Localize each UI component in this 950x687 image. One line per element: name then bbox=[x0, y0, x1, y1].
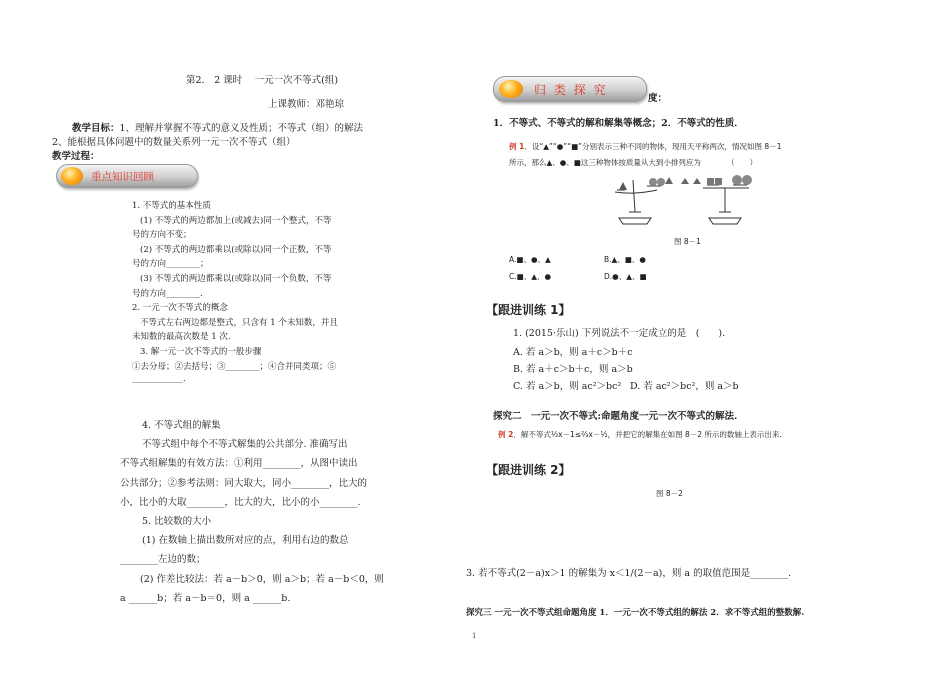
text-line: (1) 不等式的两边都加上(或减去)同一个整式，不等 bbox=[140, 215, 332, 226]
triangle-icon bbox=[619, 182, 627, 190]
text-line: 小，比小的大取________，比大的大，比小的小________. bbox=[120, 496, 361, 508]
text-line: 不等式组中每个不等式解集的公共部分. 准确写出 bbox=[142, 439, 348, 451]
training-1-option-d: D. 若 ac²＞bc²，则 a＞b bbox=[630, 381, 739, 392]
category-banner bbox=[493, 76, 647, 102]
text-line: (3) 不等式的两边都乘以(或除以)同一个负数，不等 bbox=[140, 274, 332, 284]
square-icon bbox=[707, 178, 714, 185]
goal-line-2: 2、能根据具体问题中的数量关系列一元一次不等式（组） bbox=[52, 137, 296, 148]
teaching-goals bbox=[72, 120, 363, 134]
goal-line-1: 1、理解并掌握不等式的意义及性质；不等式（组）的解法 bbox=[119, 123, 364, 134]
training-1-option-a: A. 若 a＞b，则 a＋c＞b＋c bbox=[513, 347, 633, 358]
text-line: ____________. bbox=[132, 374, 186, 385]
triangle-icon bbox=[693, 178, 701, 184]
text-line: (1) 在数轴上描出数所对应的点，利用右边的数总 bbox=[142, 535, 349, 547]
text-line: 4. 不等式组的解集 bbox=[142, 420, 221, 431]
training-1-option-b: B. 若 a＋c＞b＋c，则 a＞b bbox=[513, 364, 633, 375]
explore-3-heading: 探究三 一元一次不等式组命题角度 1．一元一次不等式组的解法 2．求不等式组的整数解. bbox=[466, 608, 805, 618]
option-c: C.■、▲、● bbox=[509, 272, 552, 281]
training-1-option-c: C. 若 a＞b，则 ac²＞bc² bbox=[513, 381, 622, 392]
example-1-line-2: 所示，那么▲、●、■这三种物体按质量从大到小排列应为 （ ） bbox=[509, 158, 758, 167]
text-line: 号的方向________. bbox=[132, 288, 203, 299]
explore-2-heading: 探究二 一元一次不等式:命题角度一元一次不等式的解法. bbox=[493, 411, 738, 422]
text-line: 3. 解一元一次不等式的一般步骤 bbox=[140, 347, 262, 357]
example-1-text: ．设“▲”“●”“■”分别表示三种不同的物体，现用天平称两次，情况如图 8－1 bbox=[524, 142, 782, 151]
text-line: 5. 比较数的大小 bbox=[142, 516, 212, 527]
balance-scales-figure bbox=[605, 168, 767, 234]
goal-label: 教学目标： bbox=[72, 123, 120, 134]
orb-icon bbox=[61, 167, 83, 185]
example-1-line-1 bbox=[509, 141, 781, 152]
training-2-heading: 【跟进训练 2】 bbox=[486, 463, 571, 477]
text-line: 号的方向不变； bbox=[132, 230, 192, 241]
example-1-label: 例 1 bbox=[509, 142, 525, 151]
page-title: 第2． 2 课时 一元一次不等式(组) bbox=[186, 75, 339, 86]
square-icon bbox=[715, 178, 722, 185]
text-line: 不等式左右两边都是整式，只含有 1 个未知数，并且 bbox=[140, 317, 338, 328]
example-2-line bbox=[498, 429, 782, 440]
example-2-label: 例 2 bbox=[498, 430, 514, 439]
text-line: 公共部分；②参考法则：同大取大，同小________，比大的 bbox=[120, 477, 368, 489]
training-1-question: 1. (2015·乐山) 下列说法不一定成立的是 ( ). bbox=[513, 328, 726, 339]
figure-1-caption: 图 8－1 bbox=[674, 237, 701, 246]
circle-icon bbox=[732, 175, 742, 185]
text-line: a ______b；若 a－b＝0，则 a ______b. bbox=[120, 592, 291, 604]
triangle-icon bbox=[681, 178, 689, 184]
orb-icon bbox=[499, 80, 523, 98]
process-label: 教学过程： bbox=[52, 151, 100, 162]
text-line: (2) 不等式的两边都乘以(或除以)同一个正数，不等 bbox=[140, 244, 332, 255]
review-banner-text: 重点知识回顾 bbox=[91, 171, 154, 183]
page-number: 1 bbox=[472, 632, 477, 640]
category-banner-text: 归 类 探 究 bbox=[534, 83, 608, 97]
circle-icon bbox=[742, 175, 752, 185]
question-3: 3. 若不等式(2－a)x＞1 的解集为 x＜1/(2－a)，则 a 的取值范围是________. bbox=[466, 568, 792, 579]
text-line: 2. 一元一次不等式的概念 bbox=[132, 303, 228, 314]
option-d: D.●、▲、■ bbox=[604, 272, 647, 281]
example-2-text: ．解不等式½x－1≤⅔x－½，并把它的解集在如图 8－2 所示的数轴上表示出来. bbox=[513, 430, 782, 439]
text-line: ________左边的数； bbox=[120, 554, 206, 566]
text-line: 1. 不等式的基本性质 bbox=[132, 201, 211, 211]
review-banner bbox=[56, 164, 198, 188]
text-line: (2) 作差比较法：若 a－b＞0，则 a＞b；若 a－b＜0，则 bbox=[140, 573, 384, 585]
teacher-line: 上课教师：邓艳琼 bbox=[268, 99, 345, 110]
figure-2-caption: 图 8－2 bbox=[656, 489, 683, 498]
text-line: ①去分母；②去括号；③________；④合并同类项；⑤ bbox=[132, 361, 337, 372]
option-a: A.■、●、▲ bbox=[509, 255, 551, 264]
text-line: 未知数的最高次数是 1 次. bbox=[132, 332, 231, 343]
triangle-icon bbox=[665, 177, 673, 184]
option-b: B.▲、■、● bbox=[604, 255, 646, 264]
text-line: 不等式组解集的有效方法：①利用________，从图中读出 bbox=[120, 458, 358, 470]
banner-suffix: 度： bbox=[648, 93, 668, 104]
section-1-heading: 1．不等式、不等式的解和解集等概念；2．不等式的性质． bbox=[493, 118, 744, 129]
text-line: 号的方向________； bbox=[132, 259, 209, 270]
circle-icon bbox=[649, 178, 657, 186]
circle-icon bbox=[657, 178, 665, 186]
training-1-heading: 【跟进训练 1】 bbox=[486, 303, 571, 317]
